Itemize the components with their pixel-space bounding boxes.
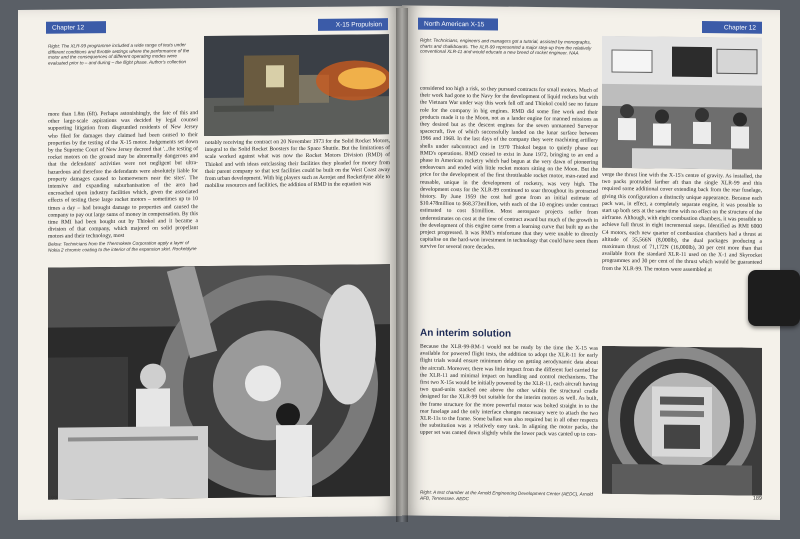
page-clip-weight	[748, 270, 800, 326]
left-page-number: 188	[48, 495, 58, 502]
right-page	[402, 5, 780, 520]
left-page	[18, 6, 402, 520]
chapter-label: Chapter 12	[52, 23, 85, 32]
chapter-label-right: Chapter 12	[723, 23, 756, 32]
right-col2-text: verge the thrust line with the X-15's centre of gravity. As installed, the two packs protruded farther aft than the single XLR-99 and this required some additional cover extending back from the rear fuselage, giving this configuration a distinctly unique appearance. Because each pack was, in effect, a completely separate engine, it was possible to start up both sets at the same time with no effect on the structure of the airframe. Although, with eight combustion chambers, it was possible to achieve full thrust in eight incremental steps. Identified as RMI 6000 C4 motors, each new quarter of combustion chambers had a thrust at altitude of 35,566N (8,000lb), the dual packages producing a maximum thrust of 71,172N (16,000lb), 30 per cent more than that available from the standard XLR-11 used on the X-1 and Skyrocket programmes and 30 per cent of the thrust which would be guaranteed from the XLR-99. The motors were assembled at	[602, 171, 762, 273]
right-column-2	[602, 172, 762, 344]
right-col1b-text: Because the XLR-99-RM-1 would not be ready by the time the X-15 was available for powered flight tests, the addition to adopt the XLR-11 for early flight trials would ensure minimum delay on getting aerodynamic data about the aircraft. Moreover, there was little impact from the different fuel carried for the XLR-11 and minimal impact on handling and control mechanisms. The first two X-15s would be initially powered by the XLR-11, each aircraft having two quad-units stacked one above the other within the structural cradle designed for the XLR-99 but suitable for the interim motors as well. As built, the frame structure for the more powerful motor was bolted straight in to the rear fuselage and the only interface changes necessary were to attach the two XLR-11s to the frame. Some ballast was also required but in all other respects the substitution was a relatively easy task. In aligning the motor packs, the upper set was canted down slightly while the lower pack was canted up to con-	[420, 343, 598, 439]
left-column-1	[48, 110, 198, 240]
right-column-1	[420, 86, 598, 328]
right-column-1b	[420, 344, 598, 486]
chapter-header-right	[702, 21, 762, 34]
right-top-caption: Right: Technicians, engineers and managers got a tutorial, assisted by monographs, charts and chalkboards. The XLR-99 represented a major step-up from the relatively conventional XLR-11 and would educate a new breed of rocket engineer. NAA	[420, 37, 592, 56]
book-spine	[396, 8, 408, 522]
bottom-left-caption: Below: Technicians from the Thermokete Corporation apply a layer of Nokia 2 chromic coating to the interior of the expansion skirt. Rocketdyne	[48, 240, 197, 253]
section-heading: An interim solution	[420, 327, 512, 340]
right-page-number: 189	[752, 495, 762, 502]
right-col1-text: considered too high a risk, so they pursued contracts for small motors. Much of their work had gone to the Navy for the development of liquid rockets but with the Vietnam War under way this work fell off and Thiokol could see no future role for the company in big engines. RMD did some fine work and their products made it to the Moon, not as a lander engine for manned missions as they desired but as the descent engines for the seven unmanned Surveyor spacecraft, five of which successfully landed on the lunar surface between 1966 and 1968. In the last days of the company they were machining artillery shells under subcontract and in 1970 Thiokol began to quietly phase out RMD's operations. RMD ceased to exist in June 1972, bringing to an end a phase in American rocketry which had begun at the very dawn of pioneering endeavours and ended with little rocket motors sitting on the Moon. But the price for the development of the first throttleable rocket motor, man-rated and reusable, unique in the development of rocketry, was very high. The development costs for the XLR-99 continued to soar throughout its protracted history. By June 1959 the cost had gone from an initial estimate of $10.478million to $68.373million, with each of the 10 engines under contract estimated to cost $1million. Most aerospace projects suffer from underestimates on cost at the time of contract award but much of the growth in the development of this engine came from a learning curve that built up as the project progressed. It was RMI's misfortune that they were unable to directly capitalise on the hard-won investment in technology that could have seen them survive for several more decades.	[420, 85, 598, 251]
running-head-right-label: North American X-15	[424, 20, 485, 28]
classroom-photo	[602, 36, 762, 170]
left-col2-text: notably receiving the contract on 20 November 1973 for the Solid Rocket Motors, integral to the Solid Rocket Boosters for the Space Shuttle. But the limitations of scale worked against what was now the Rocket Motors Division (RMD) of Thiokol and with ideas outclassing their facilities they pleaded for money from their parent company so that test facilities could be built on the West Coast away from urban development. With big players such as Aerojet and Rocketdyne able to mobilise resources and facilities, the addition of RMD in the equation was	[205, 138, 390, 190]
rocket-test-photo	[204, 34, 389, 136]
chapter-header	[46, 21, 106, 34]
right-bottom-caption: Right: A test chamber at the Arnold Engineering Development Center (AEDC), Arnold AFB, Tennessee. AEDC	[420, 489, 593, 501]
running-head-right	[418, 18, 498, 31]
open-book	[18, 4, 788, 532]
running-head-label: X-15 Propulsion	[335, 20, 382, 29]
running-head	[318, 18, 388, 31]
technicians-nozzle-photo	[48, 264, 390, 500]
test-chamber-photo	[602, 346, 762, 496]
top-caption: Right: The XLR-99 programme included a wide range of tests under different conditions and throttle settings where the performance of the motor and the consequences of different operating modes were evaluated prior to – and during – the flight phase. Author's collection	[48, 42, 190, 66]
left-col1-text: more than 1.8m (6ft). Perhaps astonishingly, the fate of this and other large-scale aspirations was decided by legal counsel supporting litigation from disgruntled residents of New Jersey who filed for damages they claimed had been caused to their properties by the testing of the X-15 motor. Judgements set down by the Supreme Court of New Jersey decreed that '...the testing of rocket motors on the ground may be abnormally dangerous and that the defendants' activities were not negligent but ultra-hazardous and therefore the defendants were absolutely liable for property damages caused to homeowners near the sites'. The intensive and expanding suburbanisation of the area had encroached upon industry facilities which, given the associated effects of testing these large rocket motors – sometimes up to 10 times a day – had brought damage to properties and caused the company to pay out large sums of money in compensation. By this time RMI had been bought out by Thiokol and it became a division of that company, which majored on solid propellant motors and their technology, most	[48, 110, 198, 240]
left-column-2	[205, 138, 390, 238]
